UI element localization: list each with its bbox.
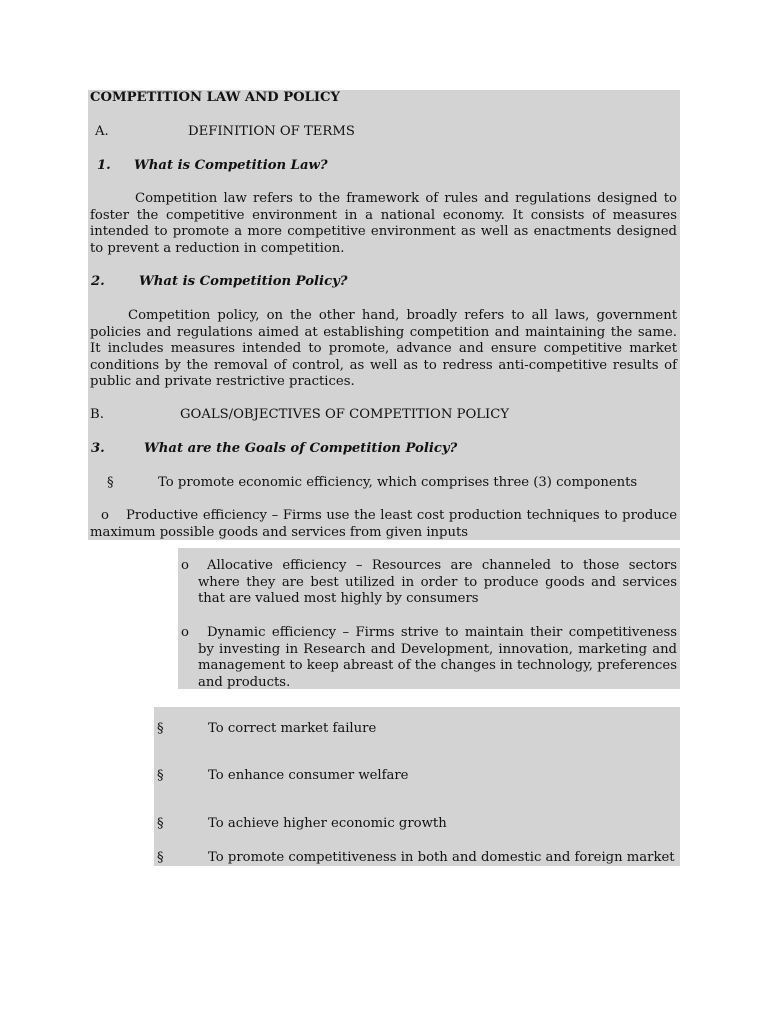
document-title: COMPETITION LAW AND POLICY [90,90,340,105]
section-a-heading: DEFINITION OF TERMS [188,124,355,139]
productive-efficiency: Productive efficiency – Firms use the least cost production techniques to produce maximum possible goods and services from given inputs [90,508,677,540]
q2-question: What is Competition Policy? [139,274,348,289]
section-b-heading: GOALS/OBJECTIVES OF COMPETITION POLICY [180,407,510,422]
q2-answer: Competition policy, on the other hand, broadly refers to all laws, government policies and regulations aimed at establishing competition and maintaining the same. It includes measures intended to promote, advance and ensure competitive market conditions by the removal of control, as well as to redress anti-competitive results of public and private restrictive practices. [90,308,677,389]
goal-consumer-welfare: To enhance consumer welfare [208,768,409,783]
goal-bullet-3: § [157,768,164,783]
q1-number: 1. [97,158,111,173]
allocative-efficiency: Allocative efficiency – Resources are channeled to those sectors where they are best utilized in order to produce goods and services that are valued most highly by consumers [198,558,677,606]
dynamic-efficiency: Dynamic efficiency – Firms strive to maintain their competitiveness by investing in Research and Development, innovation, marketing and management to keep abreast of the changes in technology, preferences and products. [198,625,677,690]
q1-answer: Competition law refers to the framework of rules and regulations designed to foster the competitive environment in a national economy. It consists of measures intended to promote a more competitive environment as well as enactments designed to prevent a reduction in competition. [90,191,677,256]
q1-question: What is Competition Law? [134,158,328,173]
goal-1: To promote economic efficiency, which comprises three (3) components [158,475,638,490]
sub-bullet-dynamic: o [181,625,189,640]
goal-correct-market-failure: To correct market failure [208,721,377,736]
goal-economic-growth: To achieve higher economic growth [208,816,447,831]
section-b-letter: B. [90,407,104,422]
goal-bullet-4: § [157,816,164,831]
q3-number: 3. [91,441,105,456]
sub-bullet-productive: o [101,508,109,523]
goal-bullet-2: § [157,721,164,736]
q2-number: 2. [91,274,105,289]
goal-competitiveness: To promote competitiveness in both and domestic and foreign market [208,850,675,865]
q3-question: What are the Goals of Competition Policy? [144,441,458,456]
sub-bullet-allocative: o [181,558,189,573]
section-a-letter: A. [95,124,109,139]
goal-bullet-5: § [157,850,164,865]
goal-bullet-1: § [107,475,114,490]
